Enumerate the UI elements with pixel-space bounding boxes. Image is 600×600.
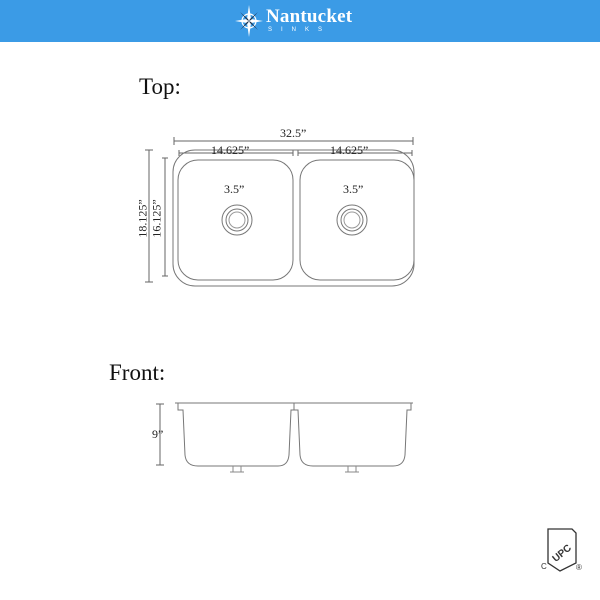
- upc-certification-icon: [536, 525, 586, 575]
- bowl-depth-label: 16.125”: [149, 199, 164, 238]
- front-view-title: Front:: [109, 360, 166, 385]
- right-drain-label: 3.5”: [343, 182, 364, 196]
- front-left-drain: [230, 466, 244, 472]
- upc-r-mark: ®: [576, 563, 582, 572]
- left-drain-label: 3.5”: [224, 182, 245, 196]
- left-bowl-outline: [178, 160, 293, 280]
- front-right-bowl: [294, 403, 411, 466]
- front-height-label: 9”: [152, 427, 164, 441]
- overall-width-label: 32.5”: [280, 126, 307, 140]
- left-bowl-width-label: 14.625”: [211, 143, 250, 157]
- front-right-drain: [345, 466, 359, 472]
- right-bowl-width-label: 14.625”: [330, 143, 369, 157]
- upc-letters: UPC: [550, 542, 574, 565]
- left-drain: [222, 205, 252, 235]
- front-left-bowl: [178, 403, 294, 466]
- brand-subtitle: SINKS: [268, 27, 332, 33]
- right-drain: [337, 205, 367, 235]
- overall-depth-label: 18.125”: [135, 199, 150, 238]
- brand-name: Nantucket: [266, 6, 353, 27]
- right-bowl-outline: [300, 160, 414, 280]
- top-view-title: Top:: [139, 74, 181, 99]
- upc-c-mark: C: [541, 562, 547, 571]
